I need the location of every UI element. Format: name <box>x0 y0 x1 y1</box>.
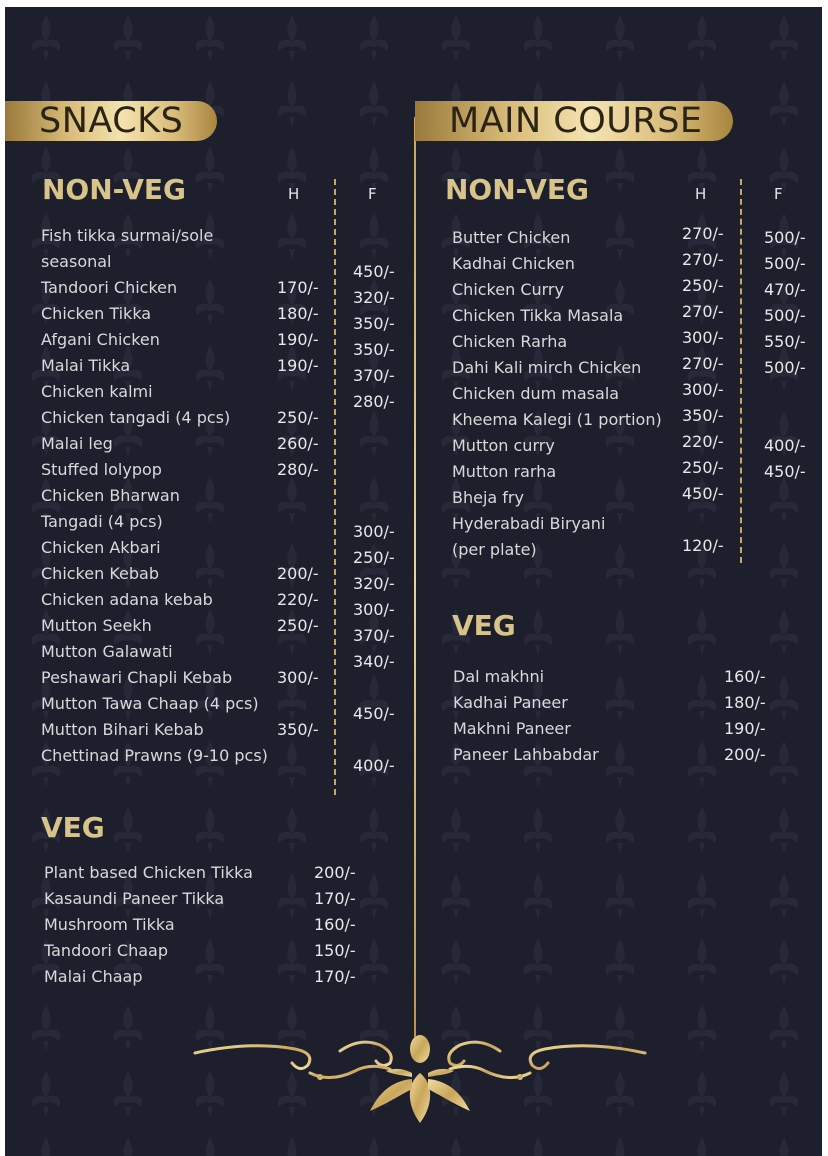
menu-item-name: Chettinad Prawns (9-10 pcs) <box>41 746 268 765</box>
price-half: 270/- <box>682 302 724 321</box>
price-full: 300/- <box>353 522 395 541</box>
price-half: 190/- <box>277 330 319 349</box>
price-full: 350/- <box>353 340 395 359</box>
price-full: 500/- <box>764 306 806 325</box>
menu-item-name: Chicken dum masala <box>452 384 620 403</box>
menu-item-name: Dahi Kali mirch Chicken <box>452 358 642 377</box>
price: 160/- <box>314 915 356 934</box>
price-half: 280/- <box>277 460 319 479</box>
price-half: 300/- <box>682 380 724 399</box>
menu-item-name: Bheja fry <box>452 488 524 507</box>
menu-item-name: Chicken Rarha <box>452 332 568 351</box>
ornament-flourish-icon <box>190 1023 650 1133</box>
price-half: 300/- <box>682 328 724 347</box>
menu-item-name: Malai leg <box>41 434 113 453</box>
price-full: 450/- <box>353 262 395 281</box>
main-nonveg-heading: NON-VEG <box>445 173 590 206</box>
price-half: 190/- <box>277 356 319 375</box>
price-full: 500/- <box>764 358 806 377</box>
menu-item-name: Tandoori Chaap <box>44 941 168 960</box>
center-divider <box>414 117 416 1037</box>
price-half: 180/- <box>277 304 319 323</box>
price-half: 300/- <box>277 668 319 687</box>
price-half: 250/- <box>277 408 319 427</box>
menu-item-name: Peshawari Chapli Kebab <box>41 668 233 687</box>
main-veg-heading: VEG <box>452 609 516 642</box>
menu-item-name: Chicken adana kebab <box>41 590 213 609</box>
price-half: 450/- <box>682 484 724 503</box>
main-course-banner <box>415 101 733 141</box>
snacks-dashed-divider <box>334 179 336 795</box>
menu-item-name: Chicken kalmi <box>41 382 153 401</box>
snacks-title: SNACKS <box>39 101 184 141</box>
menu-item-name: Plant based Chicken Tikka <box>44 863 253 882</box>
price-full: 470/- <box>764 280 806 299</box>
price-half: 260/- <box>277 434 319 453</box>
menu-item-name: Mutton Tawa Chaap (4 pcs) <box>41 694 259 713</box>
menu-item-name: Dal makhni <box>453 667 545 686</box>
menu-item-name: (per plate) <box>452 540 537 559</box>
snacks-nonveg-heading: NON-VEG <box>42 173 187 206</box>
price-half: 250/- <box>277 616 319 635</box>
price-full: 370/- <box>353 366 395 385</box>
price-full: 340/- <box>353 652 395 671</box>
menu-item-name: Kadhai Paneer <box>453 693 568 712</box>
main-col-f: F <box>774 185 783 203</box>
menu-item-name: Chicken Tikka <box>41 304 152 323</box>
snacks-veg-heading: VEG <box>41 811 105 844</box>
price-full: 550/- <box>764 332 806 351</box>
main-course-title: MAIN COURSE <box>449 101 703 141</box>
menu-item-name: Malai Tikka <box>41 356 131 375</box>
price-full: 350/- <box>353 314 395 333</box>
menu-item-name: Mutton rarha <box>452 462 557 481</box>
menu-item-name: Mutton Bihari Kebab <box>41 720 204 739</box>
menu-item-name: Stuffed lolypop <box>41 460 162 479</box>
price-full: 320/- <box>353 574 395 593</box>
menu-item-name: Hyderabadi Biryani <box>452 514 606 533</box>
menu-item-name: Mutton curry <box>452 436 555 455</box>
price-full: 500/- <box>764 228 806 247</box>
price-full: 280/- <box>353 392 395 411</box>
menu-item-name: Mushroom Tikka <box>44 915 175 934</box>
price-half: 350/- <box>682 406 724 425</box>
price-half: 220/- <box>277 590 319 609</box>
price-full: 300/- <box>353 600 395 619</box>
menu-item-name: Malai Chaap <box>44 967 143 986</box>
price: 170/- <box>314 889 356 908</box>
menu-page <box>5 7 822 1156</box>
snacks-banner <box>5 101 217 141</box>
menu-item-name: Paneer Lahbabdar <box>453 745 599 764</box>
menu-item-name: Chicken Kebab <box>41 564 159 583</box>
price: 150/- <box>314 941 356 960</box>
price-half: 220/- <box>682 432 724 451</box>
price: 200/- <box>724 745 766 764</box>
snacks-col-f: F <box>368 185 377 203</box>
menu-item-name: Kheema Kalegi (1 portion) <box>452 410 662 429</box>
price: 190/- <box>724 719 766 738</box>
price-full: 250/- <box>353 548 395 567</box>
menu-item-name: Tandoori Chicken <box>41 278 178 297</box>
main-col-h: H <box>695 185 707 203</box>
price: 200/- <box>314 863 356 882</box>
menu-item-name: Kasaundi Paneer Tikka <box>44 889 225 908</box>
menu-item-name: Afgani Chicken <box>41 330 160 349</box>
price-half: 200/- <box>277 564 319 583</box>
price-half: 350/- <box>277 720 319 739</box>
menu-item-name: Chicken Bharwan <box>41 486 180 505</box>
price-full: 370/- <box>353 626 395 645</box>
price-full: 400/- <box>353 756 395 775</box>
price-full: 400/- <box>764 436 806 455</box>
main-dashed-divider <box>740 179 742 563</box>
price-half: 120/- <box>682 536 724 555</box>
menu-item-name: Makhni Paneer <box>453 719 571 738</box>
price-half: 270/- <box>682 250 724 269</box>
menu-item-name: Mutton Seekh <box>41 616 152 635</box>
menu-item-name: Kadhai Chicken <box>452 254 575 273</box>
snacks-col-h: H <box>288 185 300 203</box>
menu-item-name: Chicken Akbari <box>41 538 161 557</box>
menu-item-name: Mutton Galawati <box>41 642 173 661</box>
menu-item-name: Fish tikka surmai/sole <box>41 226 214 245</box>
price-half: 270/- <box>682 224 724 243</box>
menu-item-name: Chicken Tikka Masala <box>452 306 624 325</box>
price-full: 500/- <box>764 254 806 273</box>
price: 160/- <box>724 667 766 686</box>
price-half: 250/- <box>682 458 724 477</box>
price-full: 450/- <box>353 704 395 723</box>
price-full: 450/- <box>764 462 806 481</box>
price-half: 170/- <box>277 278 319 297</box>
price: 170/- <box>314 967 356 986</box>
menu-item-name: Tangadi (4 pcs) <box>41 512 163 531</box>
menu-item-name: Butter Chicken <box>452 228 571 247</box>
price-full: 320/- <box>353 288 395 307</box>
price-half: 250/- <box>682 276 724 295</box>
price: 180/- <box>724 693 766 712</box>
menu-item-name: seasonal <box>41 252 112 271</box>
price-half: 270/- <box>682 354 724 373</box>
menu-item-name: Chicken Curry <box>452 280 564 299</box>
menu-item-name: Chicken tangadi (4 pcs) <box>41 408 231 427</box>
